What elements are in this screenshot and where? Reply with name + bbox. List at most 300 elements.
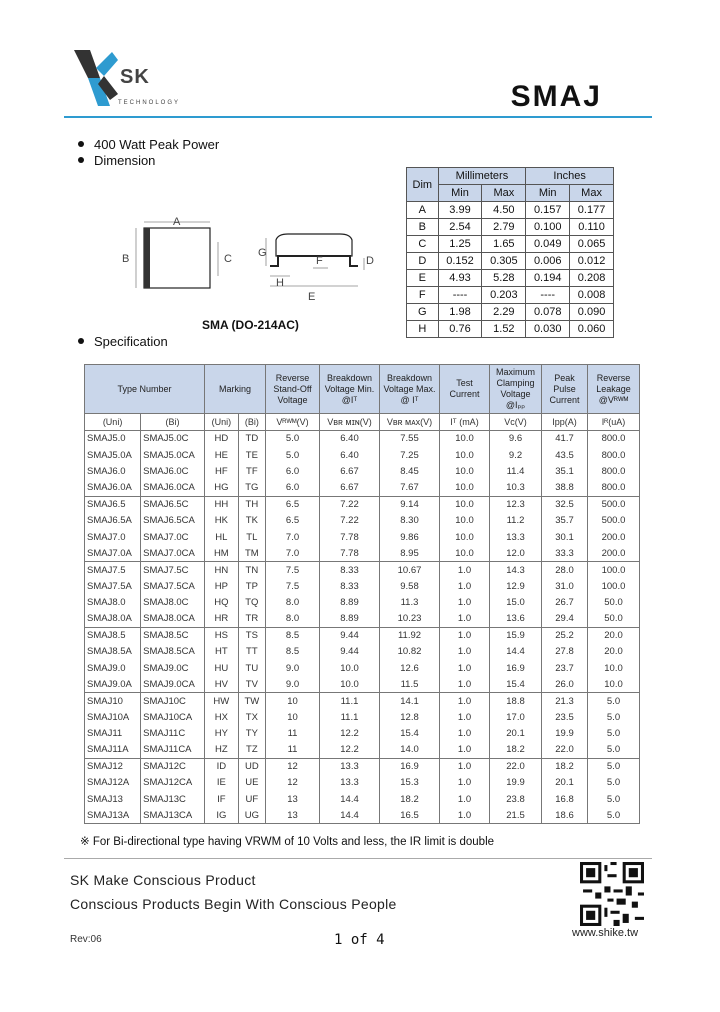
spec-cell: HV [204, 676, 238, 692]
dim-letter-a: A [173, 216, 181, 228]
unit-cell: Vc(V) [490, 414, 542, 431]
dim-value: 2.79 [482, 219, 526, 236]
spec-cell: 6.5 [266, 512, 320, 528]
spec-cell: 12.2 [320, 742, 380, 758]
spec-cell: 20.0 [588, 627, 640, 643]
spec-cell: HF [204, 463, 238, 479]
spec-cell: 28.0 [542, 562, 588, 578]
spec-cell: SMAJ13 [85, 791, 141, 807]
spec-cell: SMAJ8.0CA [141, 611, 205, 627]
spec-cell: 7.25 [380, 447, 440, 463]
spec-cell: SMAJ8.0 [85, 594, 141, 610]
spec-cell: 20.1 [542, 775, 588, 791]
spec-cell: SMAJ8.5C [141, 627, 205, 643]
spec-cell: 10.3 [490, 480, 542, 496]
spec-cell: 10 [266, 693, 320, 709]
spec-cell: 50.0 [588, 611, 640, 627]
spec-cell: SMAJ7.5C [141, 562, 205, 578]
spec-cell: 26.7 [542, 594, 588, 610]
spec-cell: 1.0 [440, 578, 490, 594]
dim-value: ---- [438, 287, 482, 304]
spec-cell: 100.0 [588, 578, 640, 594]
spec-cell: 5.0 [266, 447, 320, 463]
dim-row [407, 321, 614, 338]
spec-row [85, 693, 640, 709]
spec-cell: 43.5 [542, 447, 588, 463]
spec-cell: SMAJ8.0C [141, 594, 205, 610]
spec-cell: SMAJ8.0A [85, 611, 141, 627]
spec-cell: 5.0 [588, 693, 640, 709]
spec-cell: 16.9 [380, 758, 440, 774]
spec-cell: 12.8 [380, 709, 440, 725]
spec-cell: 13 [266, 791, 320, 807]
brand-subtitle: TECHNOLOGY [118, 100, 181, 106]
footer-rule [64, 858, 652, 859]
spec-cell: SMAJ7.5CA [141, 578, 205, 594]
spec-cell: 8.89 [320, 594, 380, 610]
spec-cell: HT [204, 644, 238, 660]
spec-cell: 27.8 [542, 644, 588, 660]
spec-row [85, 627, 640, 643]
bullet-icon [78, 338, 84, 344]
spec-cell: HD [204, 431, 238, 447]
spec-cell: HP [204, 578, 238, 594]
website-link[interactable]: www.shike.tw [572, 927, 639, 939]
spec-cell: 14.3 [490, 562, 542, 578]
header-rule [64, 116, 652, 118]
unit-cell: Vʙʀ ᴍᴀx(V) [380, 414, 440, 431]
spec-cell: UF [238, 791, 265, 807]
type-number-header: Type Number [85, 365, 205, 414]
spec-cell: 8.33 [320, 562, 380, 578]
spec-cell: SMAJ6.5A [85, 512, 141, 528]
spec-heading-text: Specification [94, 333, 168, 349]
unit-cell: (Bi) [141, 414, 205, 431]
spec-cell: SMAJ6.0A [85, 480, 141, 496]
spec-cell: 17.0 [490, 709, 542, 725]
spec-cell: 1.0 [440, 709, 490, 725]
dimension-table [406, 167, 614, 338]
dim-row [407, 270, 614, 287]
dim-value: 0.203 [482, 287, 526, 304]
spec-cell: 18.2 [490, 742, 542, 758]
spec-cell: 1.0 [440, 791, 490, 807]
spec-cell: 16.8 [542, 791, 588, 807]
spec-row [85, 758, 640, 774]
spec-cell: 35.7 [542, 512, 588, 528]
standoff-voltage-header: Reverse Stand-Off Voltage [266, 365, 320, 414]
spec-cell: 25.2 [542, 627, 588, 643]
spec-cell: TH [238, 496, 265, 512]
spec-cell: 1.0 [440, 644, 490, 660]
sub-header: Min [438, 185, 482, 202]
spec-cell: 11 [266, 726, 320, 742]
dim-letter-g: G [258, 247, 267, 259]
spec-cell: 26.0 [542, 676, 588, 692]
spec-cell: SMAJ11A [85, 742, 141, 758]
spec-cell: 6.5 [266, 496, 320, 512]
unit-cell: (Bi) [238, 414, 265, 431]
peak-pulse-header: Peak Pulse Current [542, 365, 588, 414]
spec-cell: 9.86 [380, 529, 440, 545]
dim-letter: A [407, 202, 439, 219]
dim-letter-h: H [276, 277, 284, 289]
reverse-leakage-header: Reverse Leakage @Vᴿᵂᴹ [588, 365, 640, 414]
spec-cell: 6.67 [320, 480, 380, 496]
spec-cell: 5.0 [588, 758, 640, 774]
spec-cell: TY [238, 726, 265, 742]
spec-cell: 7.0 [266, 545, 320, 561]
spec-cell: 22.0 [490, 758, 542, 774]
spec-row [85, 644, 640, 660]
spec-cell: 13.3 [320, 775, 380, 791]
spec-cell: 19.9 [490, 775, 542, 791]
dim-letter-d: D [366, 255, 374, 267]
spec-cell: SMAJ12C [141, 758, 205, 774]
spec-cell: 14.0 [380, 742, 440, 758]
dim-letter: C [407, 236, 439, 253]
dim-value: 3.99 [438, 202, 482, 219]
spec-cell: 9.6 [490, 431, 542, 447]
spec-cell: 10.0 [440, 447, 490, 463]
spec-cell: TD [238, 431, 265, 447]
spec-cell: 10.0 [440, 545, 490, 561]
spec-cell: HS [204, 627, 238, 643]
dim-letter-b: B [122, 253, 130, 265]
unit-cell: (Uni) [85, 414, 141, 431]
spec-cell: 41.7 [542, 431, 588, 447]
spec-cell: 10.0 [440, 480, 490, 496]
spec-cell: TZ [238, 742, 265, 758]
spec-row [85, 431, 640, 447]
spec-cell: SMAJ11 [85, 726, 141, 742]
revision: Rev:06 [70, 934, 102, 945]
dim-letter: D [407, 253, 439, 270]
spec-cell: HU [204, 660, 238, 676]
spec-cell: 10.82 [380, 644, 440, 660]
spec-cell: 21.5 [490, 807, 542, 823]
spec-cell: SMAJ7.5 [85, 562, 141, 578]
spec-cell: TR [238, 611, 265, 627]
feature-item [78, 136, 219, 152]
feature-list [78, 136, 219, 168]
dim-value: 4.93 [438, 270, 482, 287]
spec-cell: SMAJ12 [85, 758, 141, 774]
spec-cell: 14.4 [320, 791, 380, 807]
spec-cell: 5.0 [266, 431, 320, 447]
spec-cell: SMAJ5.0CA [141, 447, 205, 463]
spec-cell: TT [238, 644, 265, 660]
dim-value: 0.060 [570, 321, 614, 338]
unit-cell: Vᴿᵂᴹ(V) [266, 414, 320, 431]
spec-cell: 8.0 [266, 611, 320, 627]
spec-row [85, 545, 640, 561]
dim-value: 0.110 [570, 219, 614, 236]
spec-cell: SMAJ11C [141, 726, 205, 742]
dim-value: 0.030 [526, 321, 570, 338]
brand-name: SK [120, 66, 150, 88]
spec-cell: 7.78 [320, 529, 380, 545]
spec-cell: TL [238, 529, 265, 545]
spec-cell: SMAJ7.0 [85, 529, 141, 545]
spec-cell: 800.0 [588, 447, 640, 463]
spec-cell: SMAJ5.0 [85, 431, 141, 447]
slogan-1: SK Make Conscious Product [70, 872, 256, 888]
spec-cell: HG [204, 480, 238, 496]
spec-cell: SMAJ6.5CA [141, 512, 205, 528]
spec-cell: 7.5 [266, 562, 320, 578]
spec-cell: 13 [266, 807, 320, 823]
spec-cell: TM [238, 545, 265, 561]
spec-cell: 22.0 [542, 742, 588, 758]
spec-cell: SMAJ7.0CA [141, 545, 205, 561]
spec-cell: 10.0 [440, 529, 490, 545]
spec-cell: SMAJ7.5A [85, 578, 141, 594]
spec-row [85, 726, 640, 742]
spec-cell: 18.8 [490, 693, 542, 709]
dim-value: 1.98 [438, 304, 482, 321]
unit-cell: Ipp(A) [542, 414, 588, 431]
spec-cell: TE [238, 447, 265, 463]
unit-cell: (Uni) [204, 414, 238, 431]
spec-cell: 5.0 [588, 709, 640, 725]
dim-letter: F [407, 287, 439, 304]
spec-row [85, 742, 640, 758]
spec-cell: 1.0 [440, 775, 490, 791]
spec-cell: 5.0 [588, 775, 640, 791]
spec-cell: 10.0 [440, 431, 490, 447]
spec-cell: 11.1 [320, 693, 380, 709]
spec-cell: SMAJ8.5A [85, 644, 141, 660]
spec-cell: TG [238, 480, 265, 496]
spec-cell: 18.6 [542, 807, 588, 823]
bullet-icon [78, 157, 84, 163]
spec-cell: SMAJ6.0C [141, 463, 205, 479]
unit-cell: Iᴿ(uA) [588, 414, 640, 431]
spec-cell: 14.4 [490, 644, 542, 660]
spec-cell: SMAJ10C [141, 693, 205, 709]
spec-cell: 18.2 [542, 758, 588, 774]
slogan-2: Conscious Products Begin With Conscious People [70, 896, 397, 912]
spec-cell: 800.0 [588, 431, 640, 447]
spec-cell: 10.0 [320, 676, 380, 692]
spec-cell: 8.45 [380, 463, 440, 479]
spec-cell: SMAJ9.0CA [141, 676, 205, 692]
spec-cell: 1.0 [440, 594, 490, 610]
spec-cell: 1.0 [440, 627, 490, 643]
spec-cell: 20.0 [588, 644, 640, 660]
spec-row [85, 775, 640, 791]
specification-table-body [85, 414, 640, 824]
spec-cell: UD [238, 758, 265, 774]
spec-cell: 1.0 [440, 562, 490, 578]
spec-cell: 10.0 [588, 676, 640, 692]
spec-cell: SMAJ5.0C [141, 431, 205, 447]
spec-row [85, 807, 640, 823]
spec-row [85, 512, 640, 528]
dim-row [407, 253, 614, 270]
breakdown-min-header: Breakdown Voltage Min. @Iᵀ [320, 365, 380, 414]
spec-cell: 18.2 [380, 791, 440, 807]
spec-cell: HX [204, 709, 238, 725]
spec-cell: 7.55 [380, 431, 440, 447]
dim-value: 2.54 [438, 219, 482, 236]
spec-cell: 1.0 [440, 758, 490, 774]
feature-text: 400 Watt Peak Power [94, 136, 220, 152]
spec-cell: SMAJ13A [85, 807, 141, 823]
spec-cell: 12.3 [490, 496, 542, 512]
spec-cell: 11.5 [380, 676, 440, 692]
spec-cell: SMAJ7.0A [85, 545, 141, 561]
spec-cell: 15.0 [490, 594, 542, 610]
spec-cell: SMAJ6.5 [85, 496, 141, 512]
dim-row [407, 219, 614, 236]
dim-value: 0.065 [570, 236, 614, 253]
spec-cell: 12 [266, 775, 320, 791]
dim-value: 1.25 [438, 236, 482, 253]
spec-cell: 21.3 [542, 693, 588, 709]
spec-cell: 30.1 [542, 529, 588, 545]
spec-cell: 12.0 [490, 545, 542, 561]
spec-cell: 8.89 [320, 611, 380, 627]
spec-cell: 15.3 [380, 775, 440, 791]
unit-cell: Vʙʀ ᴍɪɴ(V) [320, 414, 380, 431]
unit-cell: Iᵀ (mA) [440, 414, 490, 431]
spec-cell: 5.0 [588, 807, 640, 823]
spec-row [85, 447, 640, 463]
spec-cell: 9.58 [380, 578, 440, 594]
spec-cell: 11 [266, 742, 320, 758]
spec-cell: 7.22 [320, 512, 380, 528]
feature-item [78, 152, 219, 168]
bi-directional-note: ※ For Bi-directional type having VRWM of 10 Volts and less, the IR limit is double [80, 836, 495, 848]
spec-cell: 10.0 [588, 660, 640, 676]
spec-cell: 15.9 [490, 627, 542, 643]
spec-cell: 1.0 [440, 726, 490, 742]
spec-cell: SMAJ13C [141, 791, 205, 807]
spec-cell: 13.3 [320, 758, 380, 774]
spec-cell: 6.40 [320, 447, 380, 463]
spec-cell: 6.67 [320, 463, 380, 479]
spec-cell: 32.5 [542, 496, 588, 512]
spec-cell: 10.23 [380, 611, 440, 627]
spec-cell: SMAJ10 [85, 693, 141, 709]
spec-cell: SMAJ10CA [141, 709, 205, 725]
dim-value: 0.157 [526, 202, 570, 219]
spec-cell: TW [238, 693, 265, 709]
inch-header: Inches [526, 168, 614, 185]
spec-row [85, 611, 640, 627]
mm-header: Millimeters [438, 168, 526, 185]
spec-cell: 8.33 [320, 578, 380, 594]
spec-cell: 14.4 [320, 807, 380, 823]
spec-cell: 1.0 [440, 676, 490, 692]
spec-cell: HE [204, 447, 238, 463]
spec-cell: SMAJ6.0 [85, 463, 141, 479]
spec-cell: 9.0 [266, 676, 320, 692]
spec-cell: 8.5 [266, 644, 320, 660]
spec-cell: 15.4 [490, 676, 542, 692]
dim-letter-f: F [316, 255, 323, 267]
spec-cell: SMAJ12CA [141, 775, 205, 791]
spec-row [85, 594, 640, 610]
dim-row [407, 304, 614, 321]
spec-cell: TS [238, 627, 265, 643]
spec-row [85, 463, 640, 479]
spec-cell: UE [238, 775, 265, 791]
dim-value: 0.208 [570, 270, 614, 287]
spec-cell: 20.1 [490, 726, 542, 742]
sub-header: Max [570, 185, 614, 202]
spec-cell: 23.8 [490, 791, 542, 807]
spec-cell: 13.3 [490, 529, 542, 545]
spec-cell: 1.0 [440, 807, 490, 823]
spec-cell: 200.0 [588, 545, 640, 561]
spec-cell: 7.67 [380, 480, 440, 496]
spec-cell: 8.30 [380, 512, 440, 528]
spec-cell: 12.2 [320, 726, 380, 742]
dim-row [407, 202, 614, 219]
spec-cell: IE [204, 775, 238, 791]
spec-cell: 12.9 [490, 578, 542, 594]
spec-cell: 38.8 [542, 480, 588, 496]
dim-header: Dim [407, 168, 439, 202]
spec-cell: HH [204, 496, 238, 512]
spec-cell: 19.9 [542, 726, 588, 742]
spec-cell: 10.0 [440, 463, 490, 479]
dim-value: 4.50 [482, 202, 526, 219]
spec-cell: HY [204, 726, 238, 742]
spec-cell: 10.0 [440, 512, 490, 528]
spec-cell: 500.0 [588, 496, 640, 512]
spec-cell: HW [204, 693, 238, 709]
spec-cell: HL [204, 529, 238, 545]
units-row [85, 414, 640, 431]
dim-value: 0.177 [570, 202, 614, 219]
dim-value: 1.52 [482, 321, 526, 338]
spec-cell: 11.3 [380, 594, 440, 610]
spec-cell: 1.0 [440, 693, 490, 709]
spec-cell: 9.0 [266, 660, 320, 676]
dim-value: 2.29 [482, 304, 526, 321]
dim-value: 0.194 [526, 270, 570, 287]
spec-cell: 13.6 [490, 611, 542, 627]
dim-value: 0.090 [570, 304, 614, 321]
dim-value: 0.305 [482, 253, 526, 270]
spec-cell: SMAJ7.0C [141, 529, 205, 545]
spec-cell: 10.67 [380, 562, 440, 578]
spec-row [85, 562, 640, 578]
spec-cell: 50.0 [588, 594, 640, 610]
bullet-icon [78, 141, 84, 147]
spec-heading [78, 333, 168, 349]
dim-value: 0.078 [526, 304, 570, 321]
spec-cell: UG [238, 807, 265, 823]
dim-value: 0.006 [526, 253, 570, 270]
package-label: SMA (DO-214AC) [202, 318, 299, 332]
spec-cell: 800.0 [588, 480, 640, 496]
spec-row [85, 676, 640, 692]
clamping-voltage-header: Maximum Clamping Voltage @Iₚₚ [490, 365, 542, 414]
specification-table [84, 364, 640, 824]
spec-row [85, 791, 640, 807]
qr-code [580, 862, 644, 926]
spec-cell: TN [238, 562, 265, 578]
spec-cell: 100.0 [588, 562, 640, 578]
spec-cell: SMAJ6.5C [141, 496, 205, 512]
dim-value: 0.100 [526, 219, 570, 236]
spec-row [85, 709, 640, 725]
